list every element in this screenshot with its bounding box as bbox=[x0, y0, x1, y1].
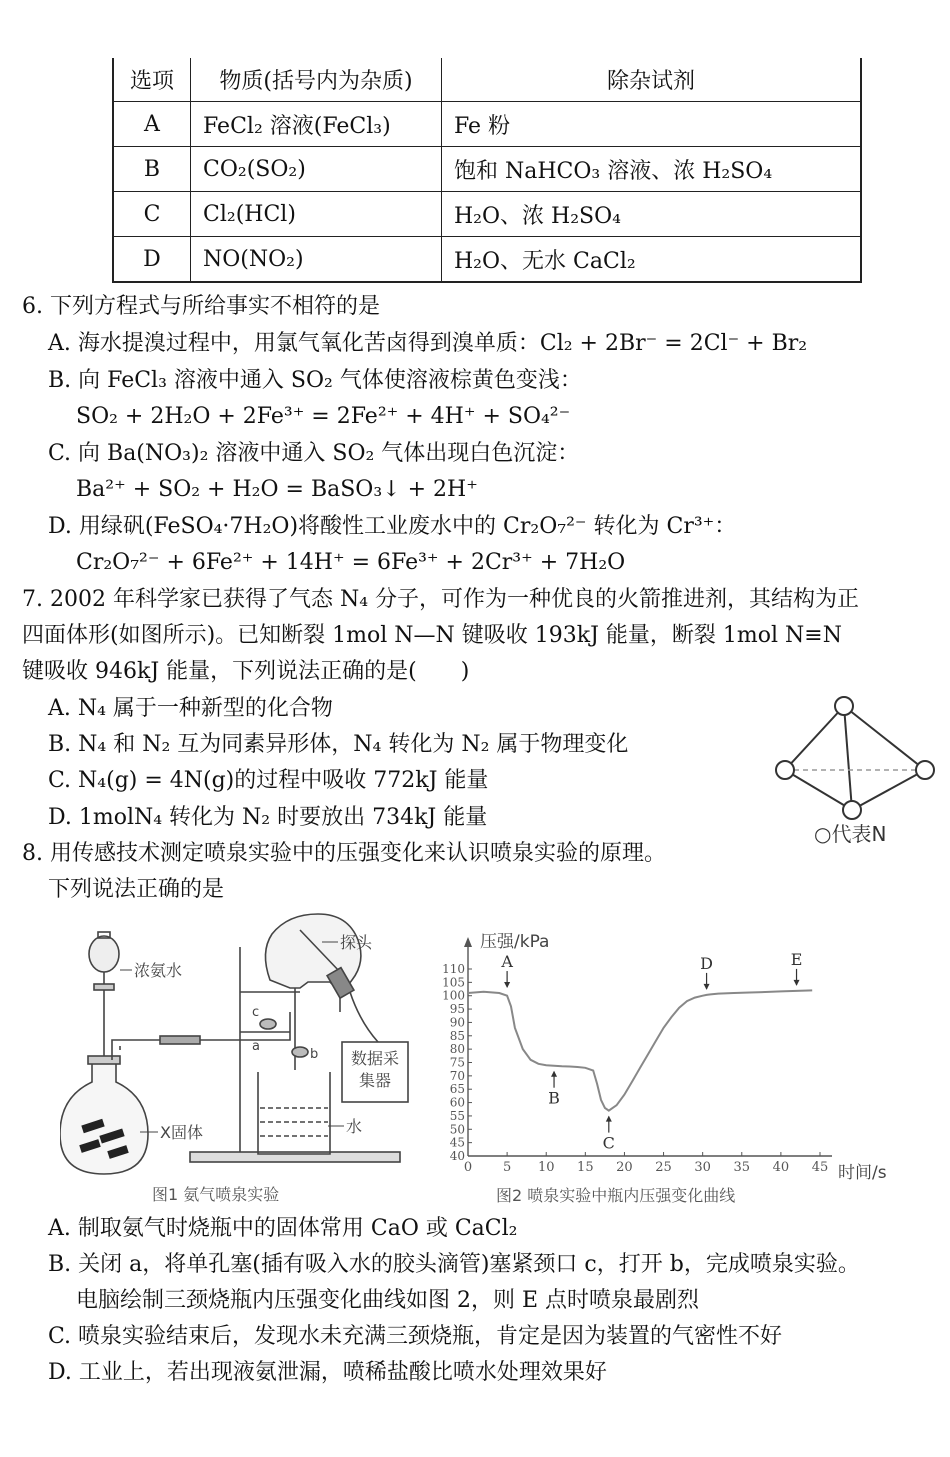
x-tick-label: 35 bbox=[733, 1160, 751, 1175]
table-cell: A bbox=[113, 102, 191, 147]
q8-option-c: C. 喷泉实验结束后，发现水未充满三颈烧瓶，肯定是因为装置的气密性不好 bbox=[48, 1324, 783, 1349]
q7-option-d: D. 1molN₄ 转化为 N₂ 时要放出 734kJ 能量 bbox=[48, 805, 488, 830]
q8-option-b: B. 关闭 a，将单孔塞(插有吸入水的胶头滴管)塞紧颈口 c，打开 b，完成喷泉实验。 bbox=[48, 1252, 860, 1277]
water-label: 水 bbox=[346, 1117, 363, 1136]
table-row bbox=[113, 237, 861, 283]
annotation-label: E bbox=[790, 949, 803, 969]
table-cell: H₂O、无水 CaCl₂ bbox=[442, 237, 862, 283]
y-tick-label: 75 bbox=[449, 1055, 465, 1070]
probe-label: 探头 bbox=[340, 933, 373, 952]
table-header: 物质(括号内为杂质) bbox=[191, 58, 442, 102]
q8-option-b-line2: 电脑绘制三颈烧瓶内压强变化曲线如图 2，则 E 点时喷泉最剧烈 bbox=[76, 1288, 700, 1313]
y-tick-label: 80 bbox=[449, 1042, 465, 1057]
figure2-caption: 图2 喷泉实验中瓶内压强变化曲线 bbox=[496, 1186, 736, 1205]
table-header: 选项 bbox=[113, 58, 191, 102]
x-tick-label: 40 bbox=[772, 1160, 790, 1175]
annotation-label: C bbox=[602, 1133, 615, 1153]
table-cell: B bbox=[113, 147, 191, 192]
annotation-arrowhead bbox=[606, 1116, 612, 1122]
table-cell: D bbox=[113, 237, 191, 283]
figure1-caption: 图1 氨气喷泉实验 bbox=[152, 1185, 280, 1204]
x-tick-label: 45 bbox=[811, 1160, 829, 1175]
table-cell: FeCl₂ 溶液(FeCl₃) bbox=[191, 102, 442, 147]
q7-option-b: B. N₄ 和 N₂ 互为同素异形体，N₄ 转化为 N₂ 属于物理变化 bbox=[48, 732, 629, 757]
nitrogen-atom bbox=[843, 801, 861, 819]
nitrogen-atom bbox=[776, 761, 794, 779]
y-tick-label: 90 bbox=[449, 1015, 465, 1030]
y-tick-label: 40 bbox=[449, 1149, 465, 1163]
y-tick-label: 55 bbox=[449, 1108, 465, 1123]
y-tick-label: 95 bbox=[449, 1002, 465, 1017]
x-tick-label: 15 bbox=[577, 1160, 594, 1175]
table-row bbox=[113, 102, 861, 147]
annotation-label: A bbox=[501, 952, 513, 972]
q7-stem-line3: 键吸收 946kJ 能量，下列说法正确的是( ) bbox=[22, 659, 470, 684]
x-tick-label: 10 bbox=[537, 1160, 555, 1175]
y-tick-label: 85 bbox=[449, 1028, 465, 1043]
q8-option-d: D. 工业上，若出现液氨泄漏，喷稀盐酸比喷水处理效果好 bbox=[48, 1360, 607, 1385]
annotation-label: D bbox=[700, 953, 713, 973]
table-cell: H₂O、浓 H₂SO₄ bbox=[442, 192, 862, 237]
table-cell: 饱和 NaHCO₃ 溶液、浓 H₂SO₄ bbox=[442, 147, 862, 192]
annotation-label: B bbox=[548, 1088, 560, 1108]
table-cell: NO(NO₂) bbox=[191, 237, 442, 283]
annotation-arrowhead bbox=[551, 1071, 557, 1077]
y-tick-label: 50 bbox=[449, 1122, 465, 1137]
y-tick-label: 70 bbox=[449, 1068, 465, 1083]
y-axis-label: 压强/kPa bbox=[480, 932, 550, 952]
q8-stem-line1: 8. 用传感技术测定喷泉实验中的压强变化来认识喷泉实验的原理。 bbox=[22, 841, 666, 866]
valve-b-label: b bbox=[310, 1047, 319, 1062]
x-axis-label: 时间/s bbox=[838, 1163, 887, 1183]
n4-legend: ○代表N bbox=[814, 822, 887, 846]
annotation-arrowhead bbox=[504, 982, 510, 988]
x-tick-label: 20 bbox=[616, 1160, 633, 1175]
x-tick-label: 5 bbox=[502, 1160, 512, 1175]
y-axis-arrow bbox=[464, 937, 472, 947]
q7-stem-line1: 7. 2002 年科学家已获得了气态 N₄ 分子，可作为一种优良的火箭推进剂，其结构为正 bbox=[22, 587, 860, 612]
q8-option-a: A. 制取氨气时烧瓶中的固体常用 CaO 或 CaCl₂ bbox=[48, 1216, 518, 1241]
fountain-apparatus-figure bbox=[60, 912, 430, 1212]
q6-option-c-equation: Ba²⁺ + SO₂ + H₂O = BaSO₃↓ + 2H⁺ bbox=[76, 477, 478, 502]
table-cell: Fe 粉 bbox=[442, 102, 862, 147]
table-row bbox=[113, 147, 861, 192]
collector-label: 数据采集器 bbox=[350, 1049, 399, 1090]
pressure-curve bbox=[468, 990, 812, 1110]
q6-option-b: B. 向 FeCl₃ 溶液中通入 SO₂ 气体使溶液棕黄色变浅： bbox=[48, 368, 582, 393]
y-tick-label: 110 bbox=[442, 962, 465, 976]
x-tick-label: 0 bbox=[463, 1160, 473, 1175]
y-tick-label: 45 bbox=[449, 1135, 465, 1150]
chart-annotations bbox=[500, 950, 802, 1153]
y-tick-label: 105 bbox=[442, 975, 465, 990]
q6-stem: 6. 下列方程式与所给事实不相符的是 bbox=[22, 294, 380, 319]
nitrogen-atom bbox=[835, 697, 853, 715]
nitrogen-atom bbox=[916, 761, 934, 779]
q6-option-b-equation: SO₂ + 2H₂O + 2Fe³⁺ = 2Fe²⁺ + 4H⁺ + SO₄²⁻ bbox=[76, 404, 571, 429]
reagent-table bbox=[112, 58, 862, 283]
x-tick-label: 30 bbox=[694, 1160, 711, 1175]
y-tick-label: 60 bbox=[449, 1095, 465, 1110]
pressure-chart bbox=[440, 925, 910, 1215]
q7-stem-line2: 四面体形(如图所示)。已知断裂 1mol N—N 键吸收 193kJ 能量，断裂 1mol N≡N bbox=[22, 623, 842, 648]
n4-tetrahedron-figure bbox=[760, 690, 950, 860]
table-cell: C bbox=[113, 192, 191, 237]
q7-option-c: C. N₄(g) = 4N(g)的过程中吸收 772kJ 能量 bbox=[48, 768, 489, 793]
table-cell: CO₂(SO₂) bbox=[191, 147, 442, 192]
q6-option-a: A. 海水提溴过程中，用氯气氧化苦卤得到溴单质：Cl₂ + 2Br⁻ = 2Cl⁻ + Br₂ bbox=[48, 331, 808, 356]
chart-axes bbox=[464, 937, 832, 1156]
valve-c-label: c bbox=[252, 1005, 260, 1020]
q8-stem-line2: 下列说法正确的是 bbox=[48, 877, 225, 902]
y-tick-label: 65 bbox=[449, 1082, 465, 1097]
x-tick-label: 25 bbox=[655, 1160, 672, 1175]
ammonia-label: 浓氨水 bbox=[134, 961, 183, 980]
y-tick-label: 100 bbox=[442, 988, 465, 1003]
annotation-arrowhead bbox=[794, 980, 800, 986]
q6-option-d: D. 用绿矾(FeSO₄·7H₂O)将酸性工业废水中的 Cr₂O₇²⁻ 转化为 Cr³⁺： bbox=[48, 514, 737, 539]
table-header: 除杂试剂 bbox=[442, 58, 862, 102]
q6-option-d-equation: Cr₂O₇²⁻ + 6Fe²⁺ + 14H⁺ = 6Fe³⁺ + 2Cr³⁺ + 7H₂O bbox=[76, 550, 626, 575]
table-row bbox=[113, 192, 861, 237]
solid-x-label: X固体 bbox=[160, 1123, 203, 1142]
annotation-arrowhead bbox=[704, 984, 710, 990]
table-cell: Cl₂(HCl) bbox=[191, 192, 442, 237]
table-header-row bbox=[113, 58, 861, 102]
valve-a-label: a bbox=[252, 1039, 260, 1054]
q7-option-a: A. N₄ 属于一种新型的化合物 bbox=[48, 696, 333, 721]
q6-option-c: C. 向 Ba(NO₃)₂ 溶液中通入 SO₂ 气体出现白色沉淀： bbox=[48, 441, 580, 466]
